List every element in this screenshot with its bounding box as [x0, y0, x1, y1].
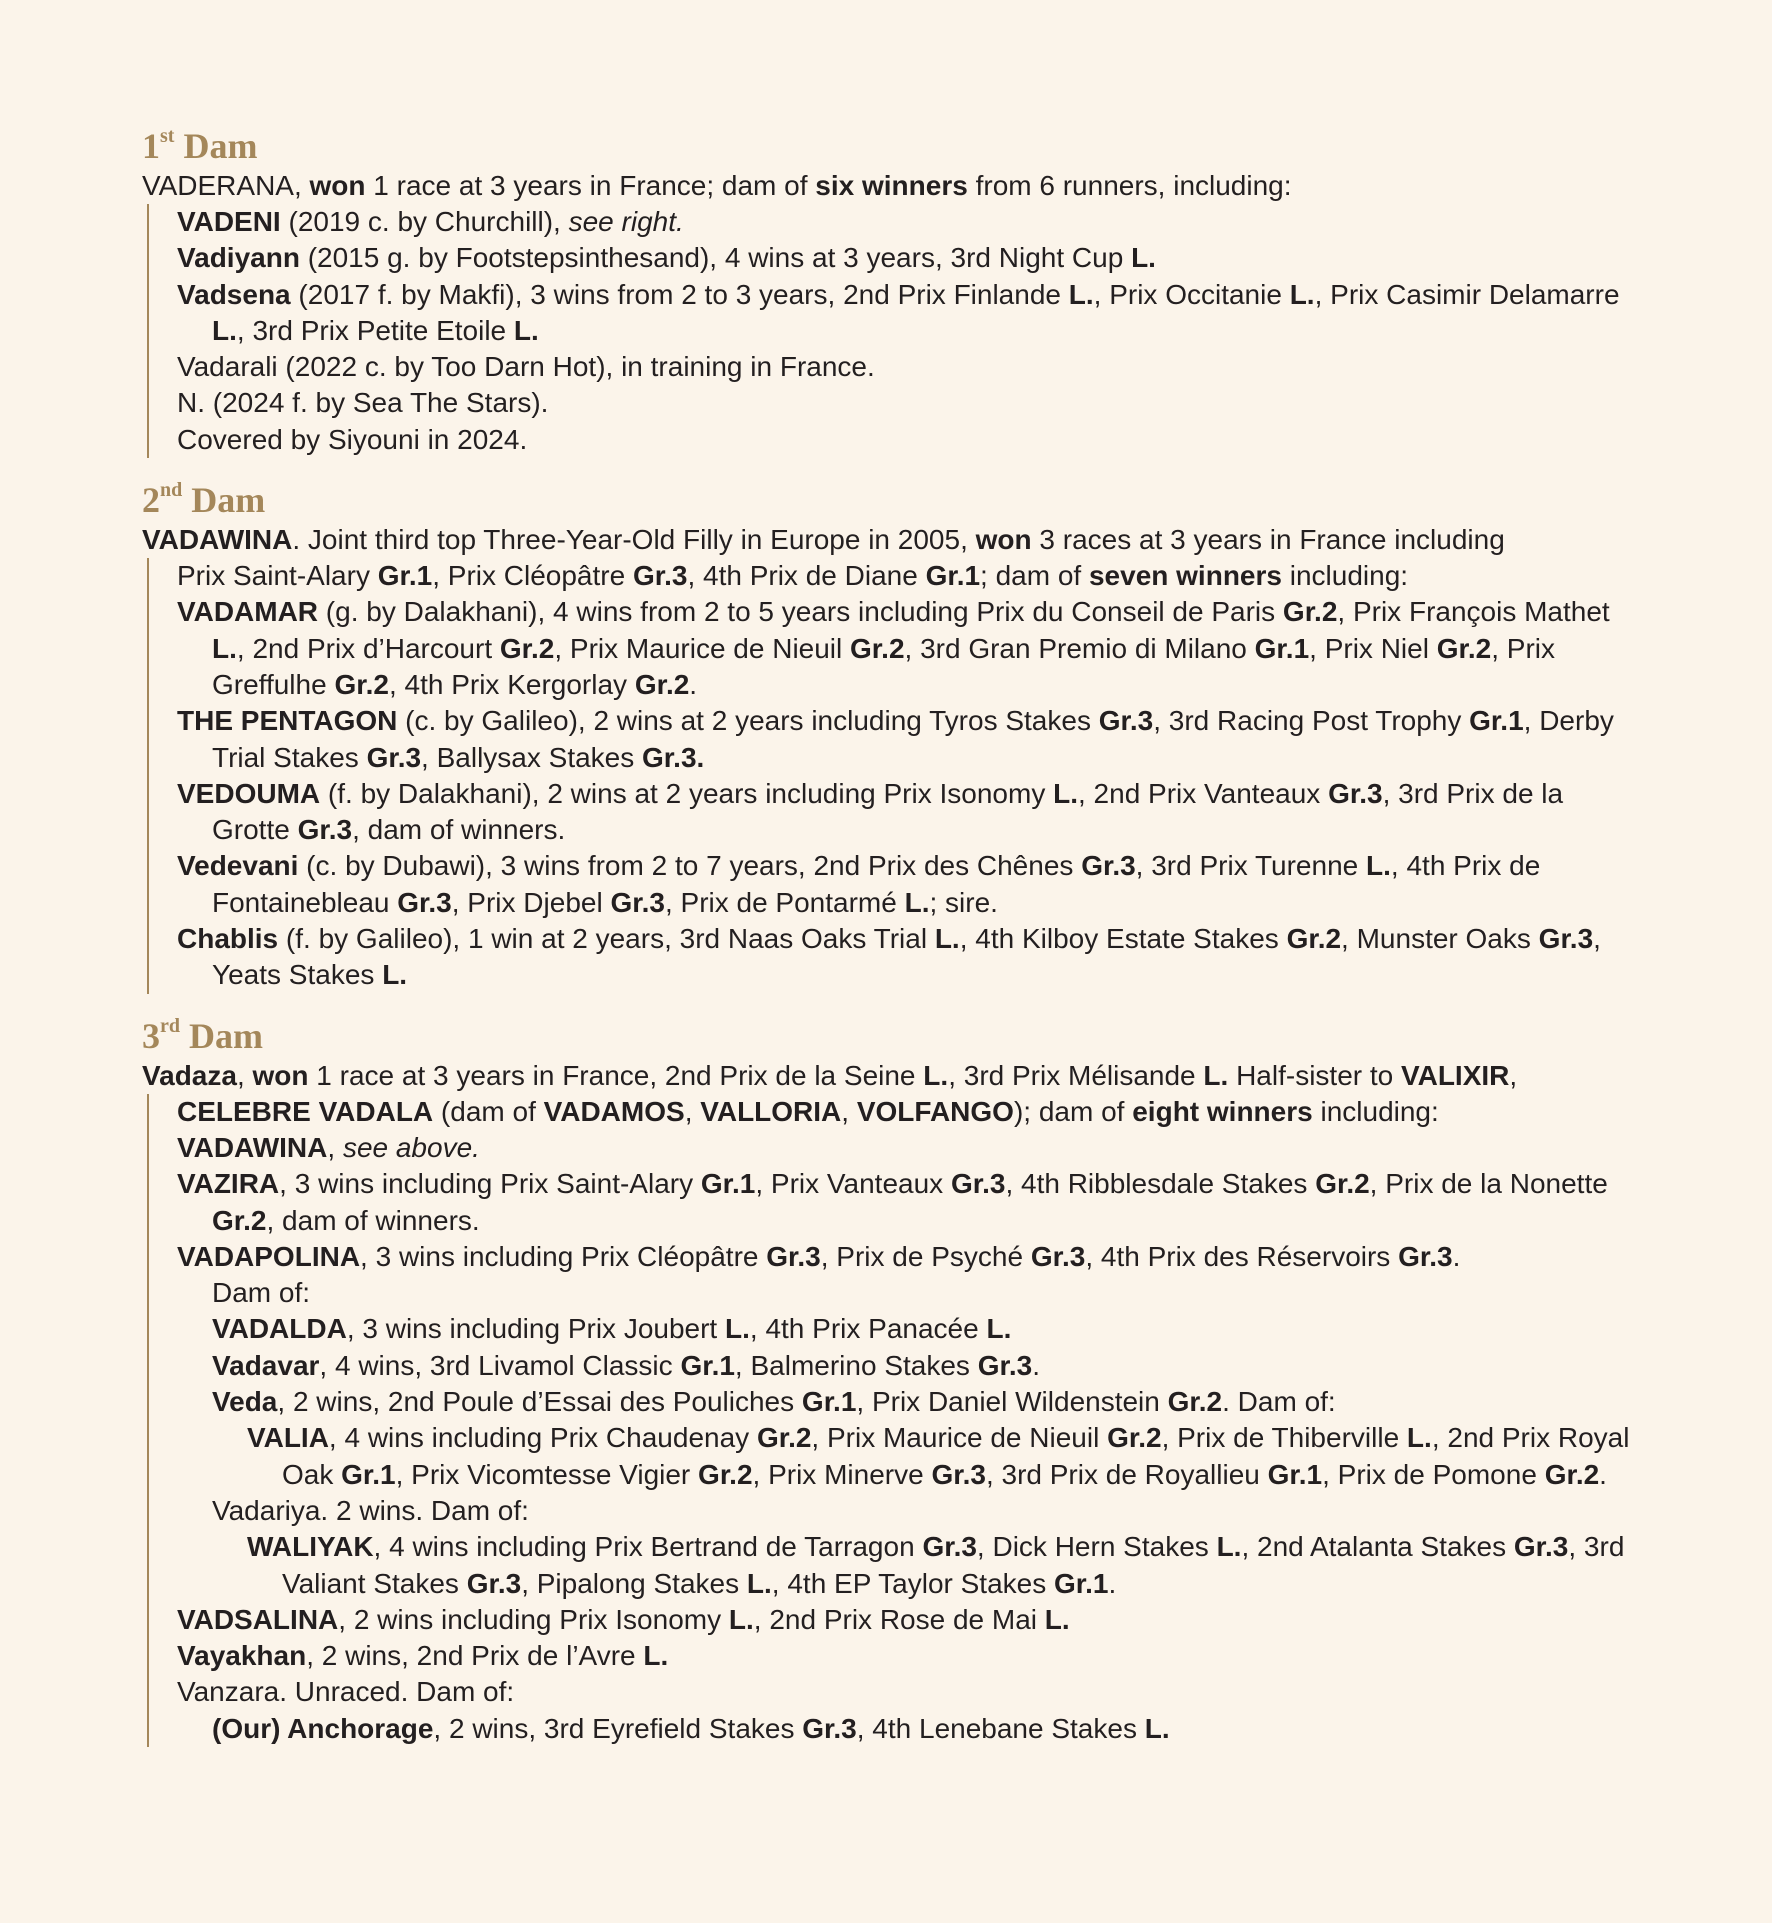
text-run: , 4 wins including Prix Chaudenay [328, 1422, 757, 1454]
bold-run: Gr.3 [922, 1531, 977, 1563]
text-run: ; sire. [929, 886, 998, 918]
bold-run: Gr.3 [1098, 705, 1154, 737]
text-run: (2017 f. by Makfi), 3 wins from 2 to 3 years, 2nd Prix Finlande [290, 278, 1069, 310]
bold-run: Gr.3 [950, 1168, 1006, 1200]
pedigree-entry [212, 1348, 1642, 1384]
text-run: , 4th Prix de Fontainebleau [212, 850, 1541, 918]
bold-run: Vadiyann [177, 242, 300, 274]
text-run: . [1452, 1240, 1461, 1272]
bold-run: L. [1203, 1059, 1229, 1091]
text-run: Dam of: [212, 1277, 311, 1309]
text-run: , 2 wins including Prix Isonomy [338, 1603, 729, 1635]
text-run: , dam of winners. [352, 814, 566, 846]
bold-run: Gr.3 [766, 1240, 821, 1272]
bold-run: Gr.2 [1167, 1386, 1223, 1418]
text-run: . Dam of: [1222, 1386, 1336, 1418]
bold-run: L. [904, 886, 930, 918]
text-run: , 3rd Gran Premio di Milano [904, 632, 1255, 664]
text-run: , 2 wins, 2nd Poule d’Essai des Pouliches [277, 1386, 802, 1418]
text-run: , 4th Prix Panacée [749, 1313, 987, 1345]
bold-run: L. [513, 314, 539, 346]
text-run: , 3rd Prix de la Grotte [212, 777, 1564, 846]
bold-run: seven winners [1088, 560, 1282, 592]
bold-run: VALLORIA [700, 1095, 842, 1127]
bold-run: (Our) Anchorage [212, 1712, 434, 1744]
bold-run: VEDOUMA [177, 777, 321, 809]
text-run: , Prix Daniel Wildenstein [856, 1386, 1168, 1418]
bold-run: L. [1144, 1712, 1170, 1744]
text-run: , 3 wins including Prix Saint-Alary [279, 1168, 701, 1200]
bold-run: L. [643, 1640, 669, 1672]
text-run: , 3rd Prix de Royallieu [985, 1458, 1268, 1490]
text-run: including: [1281, 560, 1409, 592]
text-run: , Munster Oaks [1341, 923, 1539, 955]
bold-run: Gr.3 [632, 560, 688, 592]
text-run: . [1599, 1458, 1607, 1490]
text-run: , Prix de Psyché [820, 1240, 1031, 1272]
bold-run: Gr.1 [700, 1168, 756, 1200]
bold-run: Gr.3 [1513, 1531, 1569, 1563]
text-run: , 2 wins, 2nd Prix de l’Avre [306, 1640, 644, 1672]
bold-run: VADAWINA [142, 524, 293, 556]
second-dam-section [142, 480, 1642, 994]
bold-run: Gr.2 [499, 632, 555, 664]
pedigree-entry [177, 1094, 1642, 1130]
text-run: Covered by Siyouni in 2024. [177, 423, 528, 455]
text-run: , 4 wins, 3rd Livamol Classic [319, 1349, 681, 1381]
text-run: (2015 g. by Footstepsinthesand), 4 wins at 3 years, 3rd Night Cup [299, 242, 1132, 274]
bold-run: Gr.1 [1054, 1567, 1109, 1599]
third-dam-section [142, 1016, 1642, 1747]
text-run: . [1108, 1567, 1117, 1599]
text-run: (f. by Dalakhani), 2 wins at 2 years including Prix Isonomy [320, 777, 1054, 809]
bold-run: L. [986, 1313, 1012, 1345]
first-dam-section [142, 126, 1642, 458]
pedigree-entry [212, 1275, 1642, 1311]
pedigree-entry [177, 422, 1642, 458]
bold-run: Vadavar [212, 1349, 320, 1381]
pedigree-entry [177, 848, 1642, 921]
first-dam-produce [147, 204, 1642, 458]
bold-run: VADAWINA [177, 1131, 328, 1163]
bold-run: Gr.1 [680, 1349, 735, 1381]
text-run: , Prix Greffulhe [212, 632, 1555, 700]
bold-run: won [309, 170, 366, 201]
bold-run: VOLFANGO [856, 1095, 1014, 1127]
bold-run: L. [1044, 1603, 1070, 1635]
bold-run: Gr.2 [756, 1422, 812, 1454]
text-run: Vadariya. 2 wins. Dam of: [212, 1494, 529, 1526]
text-run: , Yeats Stakes [212, 923, 1601, 991]
bold-run: Gr.3 [610, 886, 665, 918]
bold-run: L. [923, 1059, 949, 1091]
bold-run: Gr.1 [801, 1386, 857, 1418]
bold-run: Gr.3 [1538, 923, 1594, 955]
bold-run: Gr.3. [642, 741, 705, 773]
text-run: , Prix Niel [1309, 632, 1437, 664]
bold-run: L. [728, 1603, 754, 1635]
pedigree-entry [177, 921, 1642, 994]
bold-run: Gr.1 [1254, 632, 1310, 664]
text-run: , 4th Ribblesdale Stakes [1005, 1168, 1316, 1200]
pedigree-entry [177, 240, 1642, 276]
bold-run: VALIXIR [1401, 1059, 1510, 1091]
text-run: , Prix Minerve [752, 1458, 932, 1490]
bold-run: L. [1289, 278, 1315, 310]
pedigree-entry [212, 1493, 1642, 1529]
pedigree-entry [177, 1130, 1642, 1166]
text-run: , 4th Prix de Diane [687, 560, 926, 592]
text-run: ); dam of [1013, 1095, 1133, 1127]
text-run: 3 races at 3 years in France including [1031, 524, 1505, 556]
second-dam-intro [142, 522, 1642, 558]
bold-run: CELEBRE VADALA [177, 1095, 434, 1127]
first-dam-heading: 1st Dam [142, 125, 258, 166]
bold-run: Gr.3 [1030, 1240, 1086, 1272]
bold-run: L. [212, 314, 237, 346]
text-run: 1 race at 3 years in France, 2nd Prix de la Seine [308, 1059, 924, 1091]
bold-run: Gr.3 [397, 886, 452, 918]
bold-run: WALIYAK [247, 1531, 374, 1563]
bold-run: Gr.2 [212, 1204, 267, 1236]
pedigree-entry [247, 1420, 1642, 1493]
second-dam-heading: 2nd Dam [142, 479, 266, 521]
pedigree-entry [177, 204, 1642, 240]
third-dam-intro [142, 1058, 1642, 1094]
text-run: , Prix Djebel [451, 886, 611, 918]
pedigree-entry [177, 594, 1642, 703]
bold-run: L. [1131, 242, 1156, 274]
bold-run: VAZIRA [177, 1168, 280, 1200]
text-run: , Prix Cléopâtre [432, 560, 633, 592]
bold-run: Vedevani [177, 850, 299, 882]
text-run: Vanzara. Unraced. Dam of: [177, 1676, 515, 1708]
text-run: , [327, 1131, 343, 1163]
text-run: , 4th Lenebane Stakes [856, 1712, 1145, 1744]
text-run: , 4th EP Taylor Stakes [771, 1567, 1055, 1599]
text-run: , Prix de Pontarmé [664, 886, 905, 918]
text-run: , 2nd Prix d’Harcourt [236, 632, 500, 664]
bold-run: Gr.3 [466, 1567, 522, 1599]
third-dam-produce [147, 1094, 1642, 1747]
pedigree-entry [177, 1602, 1642, 1638]
pedigree-entry [212, 1311, 1642, 1347]
text-run: , 4th Prix Kergorlay [388, 668, 635, 700]
bold-run: Gr.1 [377, 560, 433, 592]
pedigree-entry [212, 1711, 1642, 1747]
text-run: , Prix de Pomone [1322, 1458, 1545, 1490]
bold-run: VALIA [247, 1422, 329, 1454]
text-run: , 3 wins including Prix Cléopâtre [360, 1240, 767, 1272]
text-run: Vadarali (2022 c. by Too Darn Hot), in training in France. [177, 351, 875, 383]
text-run: . [689, 668, 698, 700]
bold-run: Vayakhan [177, 1640, 307, 1672]
bold-run: six winners [815, 170, 968, 201]
text-run: , dam of winners. [266, 1204, 480, 1236]
pedigree-entry [177, 1166, 1642, 1239]
text-run: , [236, 1059, 253, 1091]
bold-run: L. [725, 1313, 750, 1345]
text-run: , [684, 1095, 701, 1127]
pedigree-entry [177, 776, 1642, 849]
bold-run: Gr.2 [1544, 1458, 1600, 1490]
bold-run: Gr.2 [1286, 923, 1342, 955]
bold-run: Gr.1 [1469, 705, 1524, 737]
text-run: , 2nd Prix Royal Oak [282, 1422, 1630, 1490]
pedigree-entry [247, 1529, 1642, 1602]
text-run: , 4 wins including Prix Bertrand de Tarragon [373, 1531, 923, 1563]
bold-run: won [252, 1059, 309, 1091]
bold-run: Gr.2 [634, 668, 690, 700]
text-run: , Prix de la Nonette [1369, 1168, 1608, 1200]
bold-run: Gr.2 [1282, 596, 1338, 628]
first-dam-intro [142, 168, 1642, 204]
text-run: , 2nd Prix Vanteaux [1078, 777, 1329, 809]
bold-run: Gr.2 [334, 668, 389, 700]
text-run: , Ballysax Stakes [421, 741, 643, 773]
bold-run: Gr.3 [802, 1712, 857, 1744]
bold-run: Gr.2 [1107, 1422, 1162, 1454]
second-dam-produce [147, 558, 1642, 994]
text-run: , Prix de Thiberville [1161, 1422, 1407, 1454]
bold-run: Gr.3 [1328, 777, 1383, 809]
bold-run: Gr.2 [698, 1458, 753, 1490]
bold-run: VADAPOLINA [177, 1240, 361, 1272]
pedigree-entry [177, 558, 1642, 594]
text-run: , [841, 1095, 857, 1127]
text-run: , [1509, 1059, 1518, 1091]
pedigree-entry [177, 703, 1642, 776]
text-run: (2019 c. by Churchill), [280, 206, 569, 237]
pedigree-entry [177, 1674, 1642, 1710]
text-run: , Prix Maurice de Nieuil [811, 1422, 1108, 1454]
bold-run: L. [746, 1567, 772, 1599]
bold-run: Gr.1 [341, 1458, 396, 1490]
text-run: VADERANA, [142, 170, 310, 201]
text-run: , Prix François Mathet [1337, 596, 1610, 628]
bold-run: Gr.1 [925, 560, 981, 592]
text-run: , 3 wins including Prix Joubert [346, 1313, 725, 1345]
text-run: , Balmerino Stakes [734, 1349, 978, 1381]
text-run: , Derby Trial Stakes [212, 705, 1614, 773]
text-run: , 3rd Prix Turenne [1135, 850, 1367, 882]
pedigree-entry [177, 277, 1642, 350]
text-run: , 4th Prix des Réservoirs [1085, 1240, 1399, 1272]
text-run: N. (2024 f. by Sea The Stars). [177, 387, 549, 419]
text-run: (g. by Dalakhani), 4 wins from 2 to 5 years including Prix du Conseil de Paris [318, 596, 1283, 628]
text-run: , 2nd Prix Rose de Mai [753, 1603, 1045, 1635]
text-run: (c. by Dubawi), 3 wins from 2 to 7 years, 2nd Prix des Chênes [298, 850, 1082, 882]
bold-run: Gr.3 [1398, 1240, 1453, 1272]
bold-run: VADAMOS [543, 1095, 685, 1127]
text-run: , Prix Occitanie [1093, 278, 1290, 310]
bold-run: Gr.3 [931, 1458, 986, 1490]
text-run: Prix Saint-Alary [177, 560, 378, 592]
third-dam-heading: 3rd Dam [142, 1014, 263, 1056]
pedigree-entry [177, 1239, 1642, 1275]
text-run: (f. by Galileo), 1 win at 2 years, 3rd Naas Oaks Trial [278, 923, 935, 955]
bold-run: Chablis [177, 923, 279, 955]
bold-run: L. [1406, 1422, 1432, 1454]
bold-run: Veda [212, 1386, 278, 1418]
text-run: , Prix Maurice de Nieuil [554, 632, 851, 664]
bold-run: VADALDA [212, 1313, 347, 1345]
text-run: (c. by Galileo), 2 wins at 2 years including Tyros Stakes [397, 705, 1099, 737]
text-run: Half-sister to [1228, 1059, 1401, 1091]
bold-run: Gr.3 [977, 1349, 1033, 1381]
italic-run: see right. [568, 206, 684, 237]
bold-run: THE PENTAGON [177, 705, 398, 737]
text-run: , 3rd Racing Post Trophy [1153, 705, 1470, 737]
bold-run: VADAMAR [177, 596, 319, 628]
bold-run: Gr.1 [1267, 1458, 1323, 1490]
text-run: , 4th Kilboy Estate Stakes [959, 923, 1287, 955]
text-run: (dam of [433, 1095, 544, 1127]
bold-run: Gr.3 [366, 741, 422, 773]
text-run: , 3rd Valiant Stakes [282, 1531, 1625, 1599]
bold-run: L. [1216, 1531, 1242, 1563]
italic-run: see above. [342, 1131, 480, 1163]
bold-run: Gr.2 [850, 632, 905, 664]
text-run: , 2nd Atalanta Stakes [1241, 1531, 1514, 1563]
bold-run: eight winners [1132, 1095, 1313, 1127]
text-run: , Prix Vanteaux [755, 1168, 951, 1200]
text-run: , 2 wins, 3rd Eyrefield Stakes [433, 1712, 803, 1744]
bold-run: VADENI [177, 206, 281, 237]
text-run: , Prix Casimir Delamarre [1314, 278, 1620, 310]
text-run: . Joint third top Three-Year-Old Filly in Europe in 2005, [292, 524, 976, 556]
bold-run: L. [1053, 777, 1078, 809]
text-run: , Dick Hern Stakes [976, 1531, 1217, 1563]
text-run: from 6 runners, including: [967, 170, 1292, 201]
bold-run: L. [1366, 850, 1391, 882]
text-run: , 3rd Prix Petite Etoile [236, 314, 514, 346]
bold-run: Gr.2 [1436, 632, 1492, 664]
text-run: . [1032, 1349, 1040, 1381]
bold-run: Gr.3 [1081, 850, 1136, 882]
bold-run: VADSALINA [177, 1603, 339, 1635]
bold-run: Vadaza [142, 1059, 237, 1091]
bold-run: Gr.3 [297, 814, 353, 846]
pedigree-entry [177, 349, 1642, 385]
bold-run: L. [1068, 278, 1094, 310]
bold-run: L. [934, 923, 960, 955]
bold-run: L. [212, 632, 237, 664]
text-run: , Prix Vicomtesse Vigier [395, 1458, 699, 1490]
bold-run: Vadsena [177, 278, 291, 310]
pedigree-entry [177, 1638, 1642, 1674]
text-run: , Pipalong Stakes [521, 1567, 747, 1599]
bold-run: Gr.2 [1315, 1168, 1370, 1200]
pedigree-entry [177, 385, 1642, 421]
text-run: including: [1312, 1095, 1439, 1127]
text-run: ; dam of [980, 560, 1089, 592]
text-run: , 3rd Prix Mélisande [948, 1059, 1204, 1091]
pedigree-entry [212, 1384, 1642, 1420]
pedigree-page [142, 126, 1642, 1769]
bold-run: won [975, 524, 1032, 556]
text-run: 1 race at 3 years in France; dam of [365, 170, 816, 201]
bold-run: L. [382, 959, 408, 991]
